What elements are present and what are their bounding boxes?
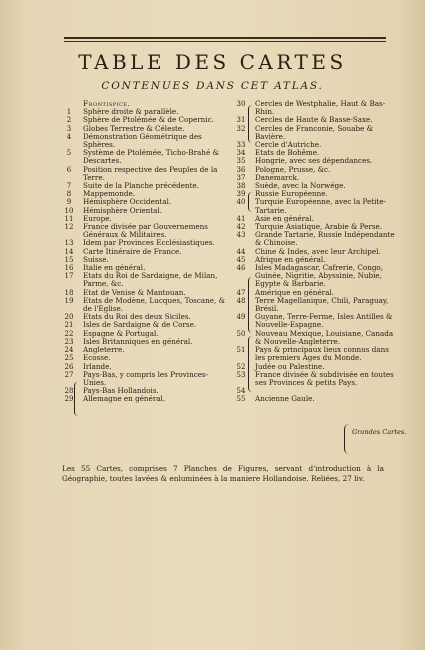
- map-entry: [230, 125, 395, 141]
- entry-text: Isles Britanniques en général.: [83, 336, 193, 346]
- entry-text: Irlande.: [83, 361, 112, 371]
- entry-number: 4: [66, 132, 72, 141]
- entry-text: Démonstration Géométrique des Sphères.: [83, 131, 202, 150]
- entry-text: Etat de Venise & Mantouan.: [83, 287, 186, 297]
- map-entry: [230, 264, 395, 289]
- entry-number: 5: [66, 149, 72, 158]
- entry-number: 18: [64, 288, 74, 297]
- entry-number: 23: [64, 337, 74, 346]
- entry-number: 50: [236, 329, 246, 338]
- entry-text: Chine & Indes, avec leur Archipel.: [255, 246, 381, 256]
- map-entry: [58, 371, 228, 387]
- entry-text: Russie Européenne.: [255, 189, 328, 199]
- entry-number: 1: [66, 108, 72, 117]
- top-rule-thick: [64, 37, 386, 39]
- entry-text: Suède, avec la Norwége.: [255, 181, 346, 191]
- entry-number: 38: [236, 182, 246, 191]
- entry-text: Suisse.: [83, 254, 109, 264]
- entry-number: 7: [66, 182, 72, 191]
- entry-text: Système de Ptolémée, Ticho-Brahé & Descartes.: [83, 148, 219, 166]
- map-entry: [230, 346, 395, 362]
- top-rule-thin: [64, 41, 386, 42]
- entry-number: 29: [64, 395, 74, 404]
- entry-number: 41: [236, 214, 246, 223]
- grandes-cartes-label: Grandes Cartes.: [352, 428, 407, 436]
- entry-number: 26: [64, 362, 74, 371]
- map-entry: [58, 272, 228, 288]
- entry-number: 46: [236, 264, 246, 273]
- entry-number: 52: [236, 362, 246, 371]
- brace-right-america: [248, 336, 253, 392]
- map-entry: [230, 313, 395, 329]
- entry-text: Allemagne en général.: [83, 394, 166, 404]
- entry-number: 8: [66, 190, 72, 199]
- entry-number: 45: [236, 255, 246, 264]
- entry-number: 33: [236, 141, 246, 150]
- entry-number: 32: [236, 124, 246, 133]
- entry-text: Espagne & Portugal.: [83, 328, 159, 338]
- entry-text: Sphère de Ptolémée & de Copernic.: [83, 115, 214, 125]
- entry-number: 12: [64, 223, 74, 232]
- entry-number: 43: [236, 231, 246, 240]
- entry-text: Frontispice.: [83, 99, 131, 108]
- map-entry: [230, 297, 395, 313]
- entry-text: Etats du Roi de Sardaigne, de Milan, Parme, &c.: [83, 271, 218, 289]
- entry-text: Isles de Sardaigne & de Corse.: [83, 320, 197, 330]
- entry-number: 51: [236, 346, 246, 355]
- entry-number: 20: [64, 313, 74, 322]
- entry-number: 44: [236, 247, 246, 256]
- brace-grandes-cartes: [344, 424, 350, 454]
- entry-text: Sphère droite & parallèle.: [83, 107, 179, 117]
- entry-number: 54: [236, 387, 246, 396]
- map-entry: [58, 395, 228, 403]
- entry-text: Grande Tartarie, Russie Indépendante & Chinoise.: [255, 230, 395, 248]
- entry-text: France divisée par Gouvernemens Généraux & Militaires.: [83, 222, 208, 240]
- entry-number: 53: [236, 370, 246, 379]
- entry-text: Turquie Européenne, avec la Petite-Tartarie.: [255, 197, 387, 215]
- entry-text: Cercle d'Autriche.: [255, 140, 322, 150]
- brace-right-germany: [248, 105, 253, 143]
- entry-text: Cercles de Haute & Basse-Saxe.: [255, 115, 373, 125]
- entry-number: 27: [64, 370, 74, 379]
- entry-number: 30: [236, 100, 246, 108]
- left-column: [58, 100, 228, 404]
- entry-text: Asie en général.: [255, 213, 314, 223]
- right-column: [230, 100, 395, 404]
- entry-text: Carte Itinéraire de France.: [83, 246, 182, 256]
- entry-number: 11: [64, 214, 74, 223]
- brace-left-britain: [74, 382, 79, 416]
- map-entry: [230, 231, 395, 247]
- entry-number: 37: [236, 173, 246, 182]
- map-entry: [58, 297, 228, 313]
- map-entry: [58, 149, 228, 165]
- entry-number: 31: [236, 116, 246, 125]
- entry-text: Nouveau Mexique, Louisiane, Canada & Nouvelle-Angleterre.: [255, 328, 394, 346]
- entry-text: Idem par Provinces Ecclésiastiques.: [83, 238, 215, 248]
- entry-number: 10: [64, 206, 74, 215]
- map-entry: [230, 395, 395, 403]
- entry-number: 3: [66, 124, 72, 133]
- entry-number: 47: [236, 288, 246, 297]
- brace-right-africa: [248, 277, 253, 333]
- entry-text: Hémisphère Occidental.: [83, 197, 172, 207]
- entry-text: Ecosse.: [83, 353, 111, 363]
- entry-text: Italie en général.: [83, 263, 146, 273]
- entry-text: Cercles de Franconie, Souabe & Bavière.: [255, 123, 374, 141]
- entry-number: 22: [64, 329, 74, 338]
- entry-number: 15: [64, 255, 74, 264]
- entry-text: Pologne, Prusse, &c.: [255, 164, 331, 174]
- entry-text: Etats de Modène, Lucques, Toscane, & de l'Eglise.: [83, 295, 225, 314]
- entry-number: 9: [66, 198, 72, 207]
- map-entry: [230, 330, 395, 346]
- entry-number: 13: [64, 239, 74, 248]
- map-entry: [58, 166, 228, 182]
- map-entry: [230, 371, 395, 387]
- entry-text: Pays-Bas, y compris les Provinces-Unies.: [83, 369, 209, 387]
- entry-number: 14: [64, 247, 74, 256]
- entry-text: France divisée & subdivisée en toutes ses Provinces & petits Pays.: [255, 369, 394, 387]
- entry-number: 19: [64, 296, 74, 305]
- entry-number: 24: [64, 346, 74, 355]
- entry-text: Pays-Bas Hollandois.: [83, 386, 159, 396]
- entry-number: 16: [64, 264, 74, 273]
- entry-number: 25: [64, 354, 74, 363]
- brace-right-north: [248, 192, 253, 212]
- map-entry: [230, 100, 395, 116]
- entry-number: 35: [236, 157, 246, 166]
- entry-number: 6: [66, 165, 72, 174]
- entry-text: Cercles de Westphalie, Haut & Bas-Rhin.: [255, 99, 386, 117]
- entry-text: Turquie Asiatique, Arabie & Perse.: [255, 222, 383, 232]
- entry-number: 17: [64, 272, 74, 281]
- entry-number: 36: [236, 165, 246, 174]
- entry-number: 28: [64, 387, 74, 396]
- page-title: TABLE DES CARTES: [78, 50, 347, 74]
- entry-text: Isles Madagascar, Cafrerie, Congo, Guinée, Nigritie, Abyssinie, Nubie, Egypte & Barbarie.: [255, 263, 384, 289]
- entry-text: Etats du Roi des deux Siciles.: [83, 312, 191, 322]
- entry-text: Ancienne Gaule.: [255, 394, 315, 404]
- entry-number: 48: [236, 296, 246, 305]
- entry-text: Position respective des Peuples de la Terre.: [83, 164, 218, 182]
- map-entry: [230, 198, 395, 214]
- map-entry: [58, 223, 228, 239]
- entry-text: Globes Terrestre & Céleste.: [83, 123, 185, 133]
- entry-text: Hémisphère Oriental.: [83, 205, 163, 215]
- entry-text: Hongrie, avec ses dépendances.: [255, 156, 373, 166]
- entry-number: 55: [236, 395, 246, 404]
- entry-number: 2: [66, 116, 72, 125]
- map-entry: [58, 133, 228, 149]
- entry-text: Europe.: [83, 213, 112, 223]
- entry-number: 49: [236, 313, 246, 322]
- entry-text: Terre Magellanique, Chili, Paraguay, Brésil.: [255, 295, 389, 314]
- entry-text: Suite de la Planche précédente.: [83, 181, 200, 191]
- entry-text: Danemarck.: [255, 172, 300, 182]
- page-subtitle: CONTENUES DANS CET ATLAS.: [101, 80, 324, 92]
- entry-text: Etats de Bohême.: [255, 148, 320, 158]
- entry-number: 34: [236, 149, 246, 158]
- entry-text: Afrique en général.: [255, 254, 326, 264]
- entry-text: Judée ou Palestine.: [255, 361, 325, 371]
- entry-number: 40: [236, 198, 246, 207]
- entry-text: Amérique en général.: [255, 287, 334, 297]
- entry-text: Pays & principaux lieux connus dans les premiers Ages du Monde.: [255, 345, 389, 363]
- entry-text: Angleterre.: [83, 345, 125, 355]
- entry-number: 21: [64, 321, 74, 330]
- footer-note: Les 55 Cartes, comprises 7 Planches de Figures, servant d'introduction à la Géographie, toutes lavées & enluminées à la maniere Hollandoise. Reliées, 27 liv.: [62, 464, 384, 483]
- entry-text: Mappemonde.: [83, 189, 136, 199]
- entry-text: Guyane, Terre-Ferme, Isles Antilles & Nouvelle-Espagne.: [255, 312, 393, 330]
- entry-number: 42: [236, 223, 246, 232]
- entry-number: 39: [236, 190, 246, 199]
